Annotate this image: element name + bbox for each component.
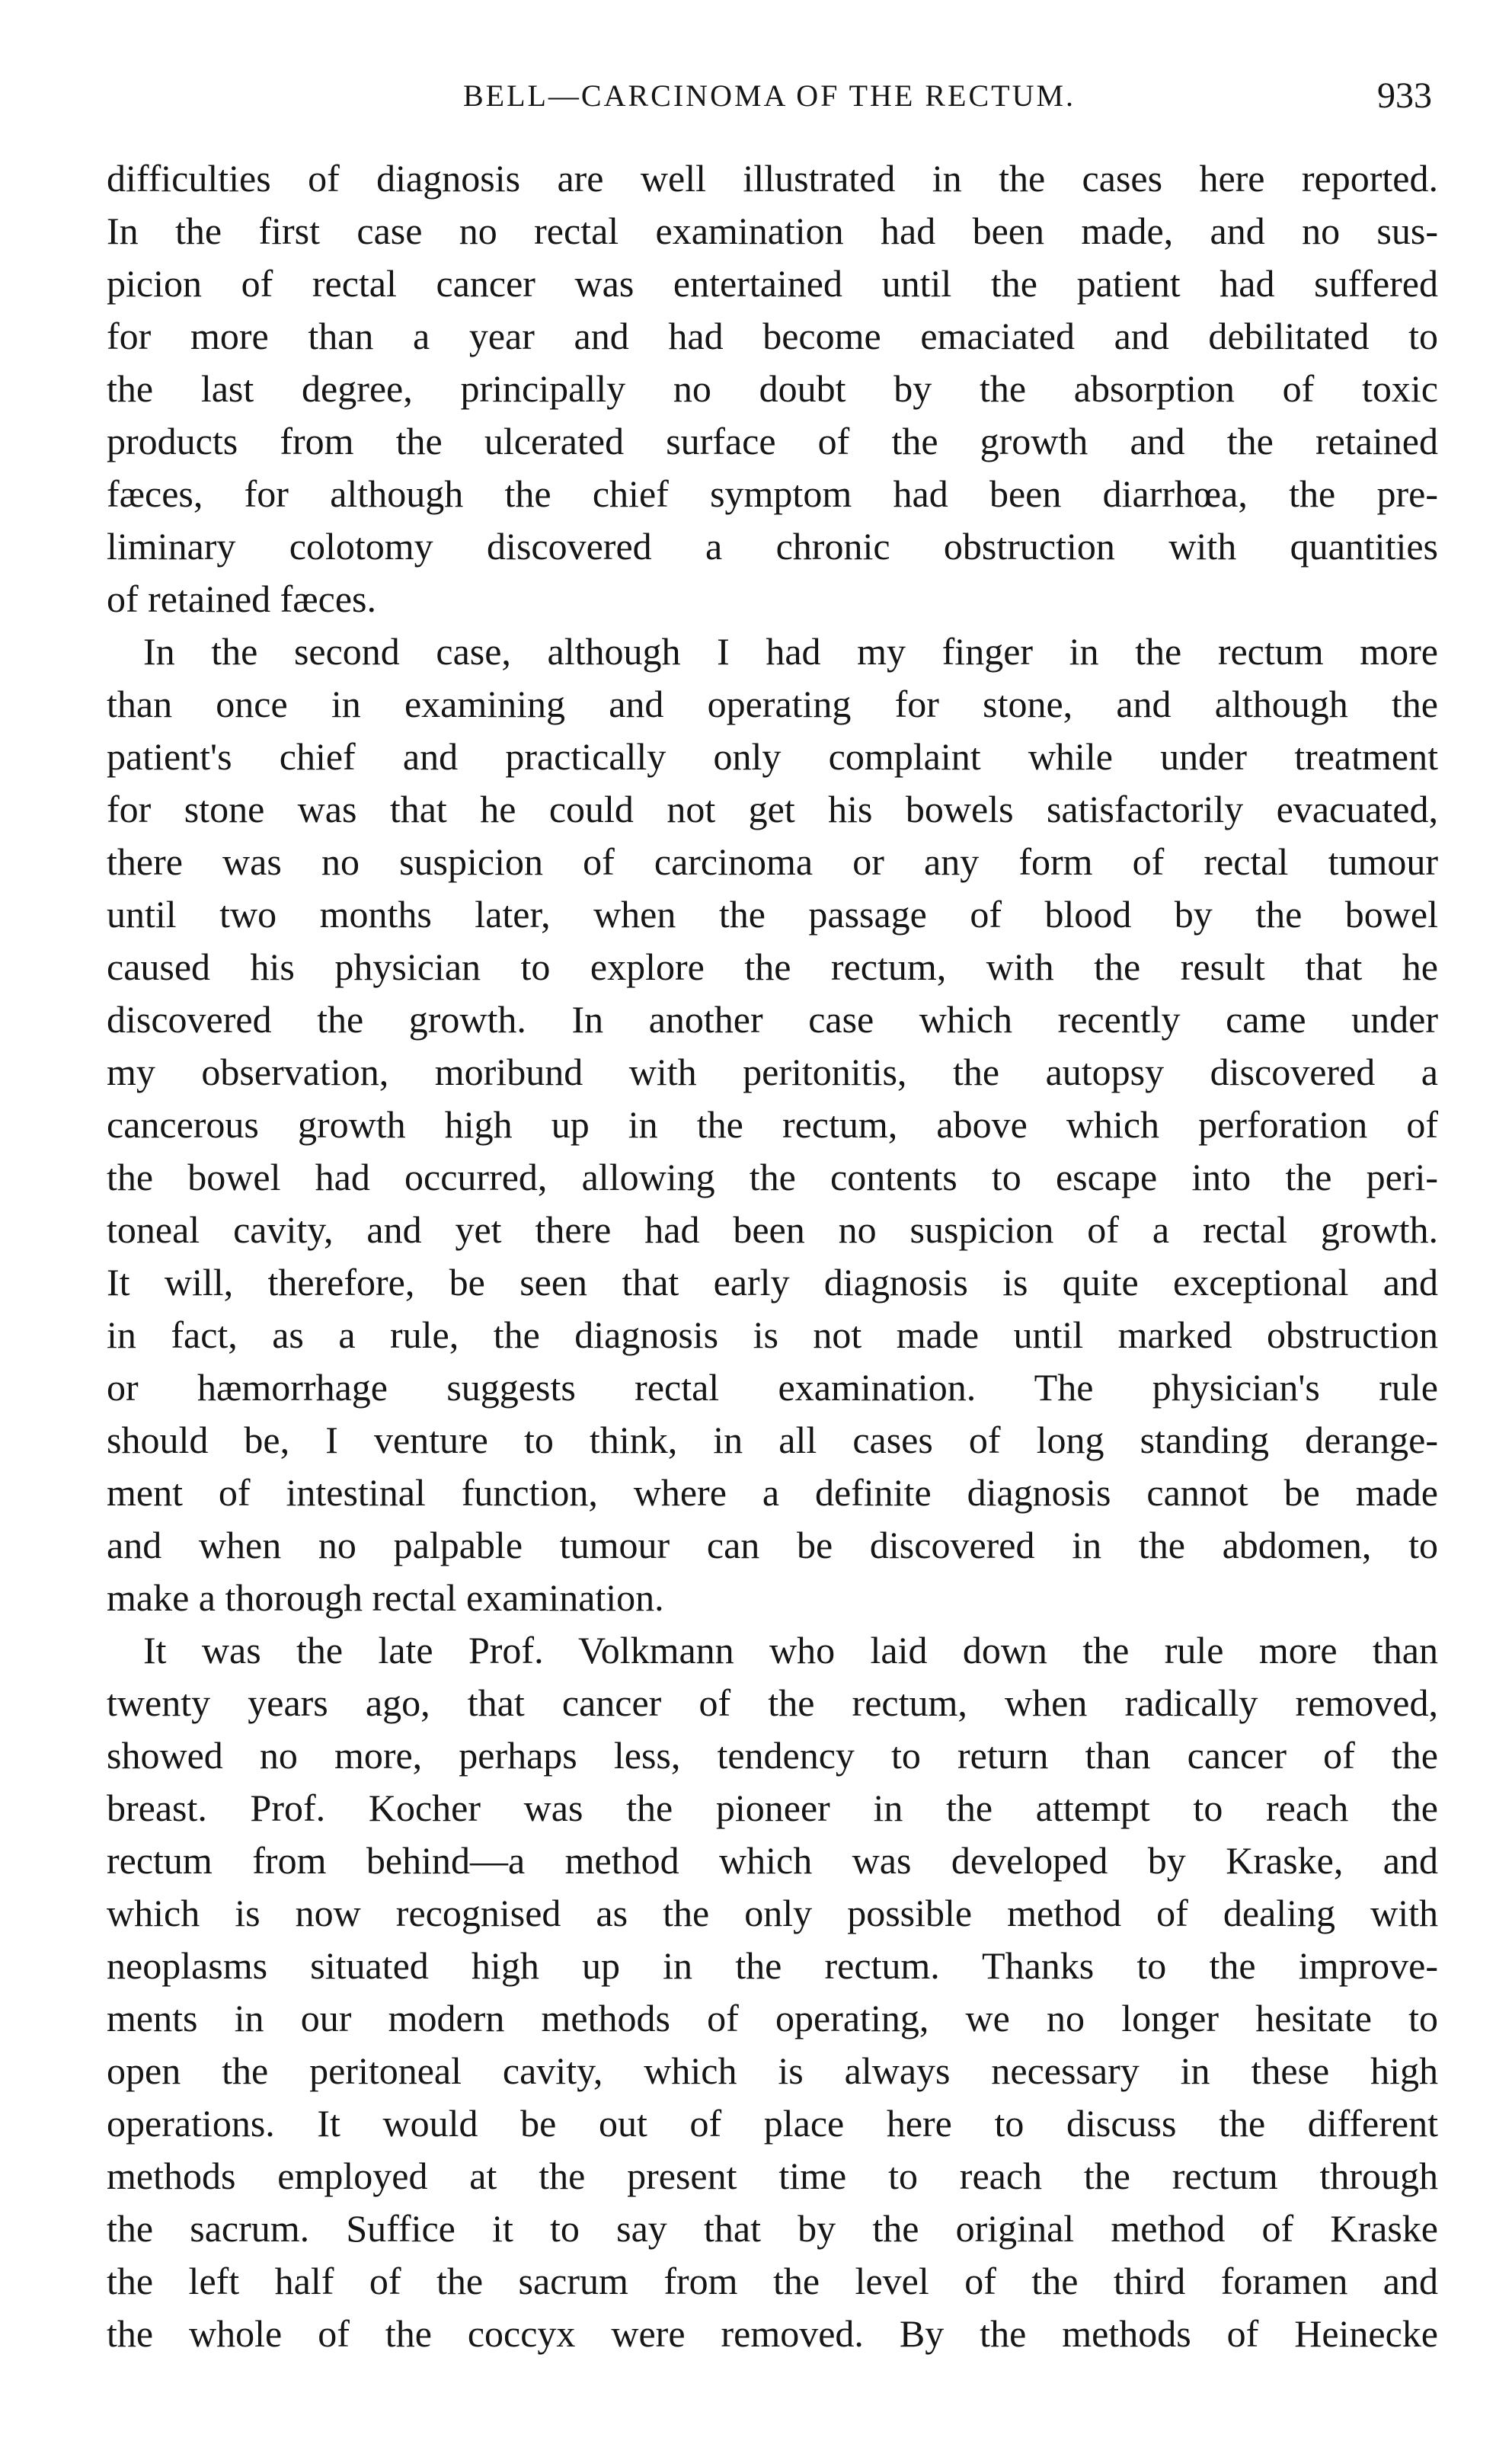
text-line: my observation, moribund with peritonitis, the autopsy discovered a xyxy=(107,1051,1438,1093)
text-line: cancerous growth high up in the rectum, above which perforation of xyxy=(107,1103,1438,1146)
text-line: picion of rectal cancer was entertained until the patient had suffered xyxy=(107,262,1438,305)
running-head xyxy=(107,73,1432,119)
text-line: of retained fæces. xyxy=(107,577,377,620)
text-line: in fact, as a rule, the diagnosis is not made until marked obstruction xyxy=(107,1313,1438,1356)
text-line: for more than a year and had become emaciated and debilitated to xyxy=(107,315,1438,357)
paragraph-1 xyxy=(107,152,1438,625)
text-line: the left half of the sacrum from the level of the third foramen and xyxy=(107,2260,1438,2302)
text-line: In the second case, although I had my finger in the rectum more xyxy=(143,630,1438,673)
text-line: should be, I venture to think, in all cases of long standing derange- xyxy=(107,1419,1438,1461)
page-number: 933 xyxy=(1377,75,1432,116)
text-line: the whole of the coccyx were removed. By the methods of Heinecke xyxy=(107,2312,1438,2355)
text-line: for stone was that he could not get his bowels satisfactorily evacuated, xyxy=(107,788,1438,830)
text-line: there was no suspicion of carcinoma or any form of rectal tumour xyxy=(107,840,1438,883)
text-line: the sacrum. Suffice it to say that by the original method of Kraske xyxy=(107,2207,1438,2250)
text-line: rectum from behind—a method which was developed by Kraske, and xyxy=(107,1839,1438,1882)
text-line: methods employed at the present time to reach the rectum through xyxy=(107,2154,1438,2197)
text-line: neoplasms situated high up in the rectum. Thanks to the improve- xyxy=(107,1944,1438,1987)
text-line: ments in our modern methods of operating, we no longer hesitate to xyxy=(107,1997,1438,2039)
text-line: than once in examining and operating for stone, and although the xyxy=(107,683,1438,725)
text-line: caused his physician to explore the rectum, with the result that he xyxy=(107,945,1438,988)
text-line: patient's chief and practically only complaint while under treatment xyxy=(107,735,1438,778)
text-line: products from the ulcerated surface of the growth and the retained xyxy=(107,420,1438,462)
body-text xyxy=(107,152,1438,2360)
paragraph-2 xyxy=(107,625,1438,1624)
running-title: BELL—CARCINOMA OF THE RECTUM. xyxy=(462,78,1076,113)
text-line: breast. Prof. Kocher was the pioneer in the attempt to reach the xyxy=(107,1787,1438,1829)
text-line: In the first case no rectal examination had been made, and no sus- xyxy=(107,210,1438,252)
text-line: until two months later, when the passage of blood by the bowel xyxy=(107,893,1438,936)
text-line: or hæmorrhage suggests rectal examination. The physician's rule xyxy=(107,1366,1438,1409)
text-line: fæces, for although the chief symptom had been diarrhœa, the pre- xyxy=(107,472,1438,515)
text-line: It will, therefore, be seen that early diagnosis is quite exceptional and xyxy=(107,1261,1438,1304)
text-line: make a thorough rectal examination. xyxy=(107,1576,664,1619)
text-line: ment of intestinal function, where a definite diagnosis cannot be made xyxy=(107,1471,1438,1514)
text-line: and when no palpable tumour can be discovered in the abdomen, to xyxy=(107,1524,1438,1566)
text-line: the bowel had occurred, allowing the contents to escape into the peri- xyxy=(107,1156,1438,1198)
text-line: twenty years ago, that cancer of the rectum, when radically removed, xyxy=(107,1681,1438,1724)
text-line: the last degree, principally no doubt by the absorption of toxic xyxy=(107,367,1438,410)
text-line: It was the late Prof. Volkmann who laid down the rule more than xyxy=(143,1629,1438,1671)
text-line: discovered the growth. In another case which recently came under xyxy=(107,998,1438,1041)
text-line: liminary colotomy discovered a chronic obstruction with quantities xyxy=(107,525,1438,568)
text-line: showed no more, perhaps less, tendency to return than cancer of the xyxy=(107,1734,1438,1777)
text-line: toneal cavity, and yet there had been no suspicion of a rectal growth. xyxy=(107,1208,1438,1251)
text-line: difficulties of diagnosis are well illustrated in the cases here reported. xyxy=(107,157,1438,200)
text-line: open the peritoneal cavity, which is always necessary in these high xyxy=(107,2049,1438,2092)
paragraph-3 xyxy=(107,1624,1438,2360)
text-line: which is now recognised as the only possible method of dealing with xyxy=(107,1892,1438,1934)
text-line: operations. It would be out of place here to discuss the different xyxy=(107,2102,1438,2145)
